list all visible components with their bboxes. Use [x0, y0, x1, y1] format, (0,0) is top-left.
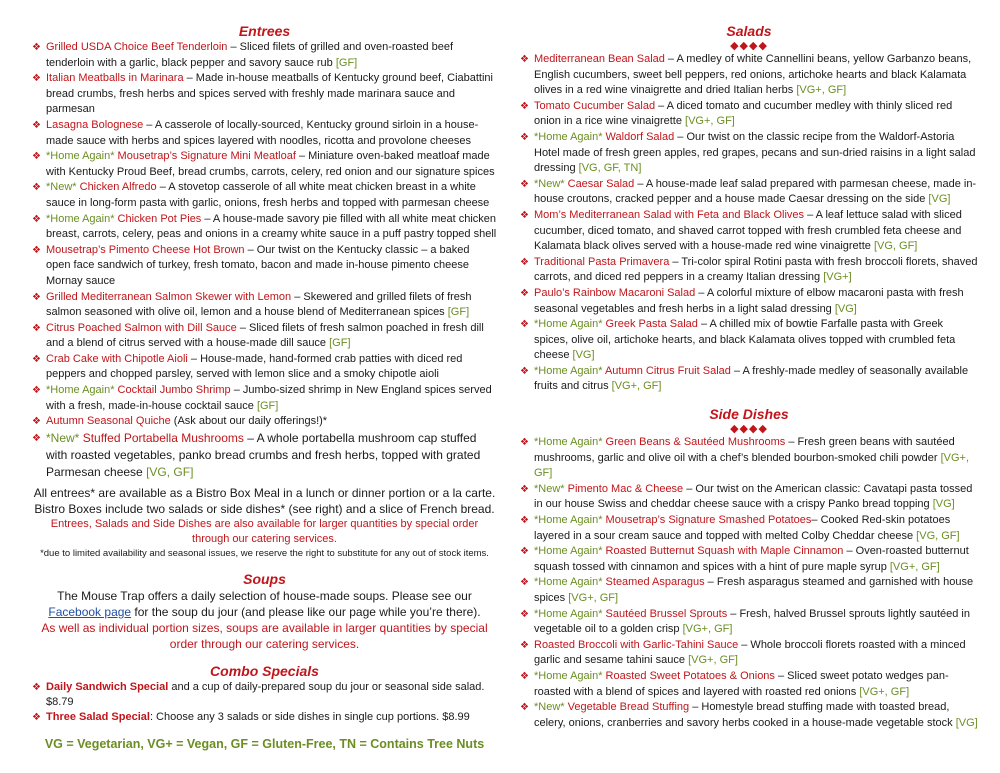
bullet-diamond-icon: ❖	[32, 291, 41, 303]
item-name: Mousetrap’s Signature Smashed Potatoes	[605, 514, 812, 527]
item-status-tag: *Home Again*	[534, 318, 606, 331]
item-status-tag: *Home Again*	[46, 150, 118, 163]
item-description: – Sliced sweet potato wedges pan-roasted with a blend of spices and layered with roasted red onions	[534, 669, 949, 698]
item-diet-tags: [VG, GF]	[146, 464, 194, 479]
item-status-tag: *New*	[46, 430, 83, 445]
bullet-diamond-icon: ❖	[520, 437, 529, 449]
item-diet-tags: [VG, GF, TN]	[578, 162, 642, 175]
salads-diamond-divider: ◆◆◆◆	[730, 40, 768, 52]
item-diet-tags: [VG]	[932, 498, 955, 511]
combo-item	[32, 680, 497, 710]
bullet-diamond-icon: ❖	[32, 416, 41, 428]
item-name: Autumn Seasonal Quiche	[46, 415, 171, 428]
item-name: Lasagna Bolognese	[46, 118, 144, 131]
menu-item	[32, 383, 497, 414]
menu-item	[32, 118, 497, 149]
item-status-tag: *Home Again*	[534, 545, 606, 558]
menu-item	[520, 99, 978, 130]
combo-description: : Choose any 3 salads or side dishes in single cup portions. $8.99	[149, 710, 470, 723]
menu-item	[32, 243, 497, 290]
combo-name: Daily Sandwich Special	[46, 680, 169, 693]
combo-name: Three Salad Special	[46, 710, 150, 723]
item-description: – Homestyle bread stuffing made with toasted bread, celery, onions, cranberries and savory herbs cooked in a house-made vegetable stock	[534, 701, 956, 729]
item-diet-tags: [GF]	[447, 306, 470, 319]
bullet-diamond-icon: ❖	[32, 385, 41, 397]
item-diet-tags: [GF]	[329, 337, 351, 350]
item-description: – A house-made savory pie filled with all white meat chicken breast, carrots, celery, peas and onions in a creamy white sauce in a puff pastry topped shell	[46, 212, 497, 241]
menu-item	[520, 607, 978, 638]
item-description: – A stovetop casserole of all white meat chicken breast in a white sauce in long-form pasta with garlic, onions, fresh herbs and topped with parmesan cheese	[46, 181, 490, 209]
menu-item	[520, 435, 978, 482]
soups-text-after: for the soup du jour (and please like our page while you’re there).	[131, 604, 481, 619]
item-description: – Fresh asparagus steamed and garnished with house spices	[534, 576, 974, 604]
item-description: – Made in-house meatballs of Kentucky ground beef, Ciabattini bread crumbs, fresh herbs and spices served with freshly made marinara sauce and parmesan	[46, 72, 493, 116]
item-name: Mousetrap’s Signature Mini Meatloaf	[117, 150, 296, 163]
item-diet-tags: [VG+]	[823, 271, 852, 284]
substitution-note: *due to limited availability and seasonal issues, we reserve the right to substitute for any out of stock items.	[40, 547, 489, 559]
menu-item	[520, 177, 978, 208]
item-name: Mousetrap’s Pimento Cheese Hot Brown	[46, 243, 245, 256]
item-diet-tags: [VG+, GF]	[688, 654, 738, 667]
item-description: – A freshly-made medley of seasonally available fruits and citrus	[534, 364, 969, 393]
menu-item	[32, 430, 497, 481]
item-description: – A chilled mix of bowtie Farfalle pasta with Greek spices, olive oil, artichoke hearts, and black Kalamata olives topped with crumbled feta cheese	[534, 318, 956, 362]
item-name: Traditional Pasta Primavera	[534, 255, 670, 268]
menu-item	[520, 544, 978, 575]
item-diet-tags: [VG]	[955, 716, 978, 729]
item-name: Waldorf Salad	[605, 130, 675, 143]
item-name: Steamed Asparagus	[605, 576, 705, 589]
item-name: Caesar Salad	[567, 177, 635, 190]
entrees-list	[32, 40, 497, 481]
item-diet-tags: [VG+, GF]	[682, 623, 733, 636]
item-diet-tags: [VG+, GF]	[534, 451, 970, 480]
item-name: Italian Meatballs in Marinara	[46, 72, 184, 85]
bullet-diamond-icon: ❖	[32, 353, 41, 365]
sides-diamond-divider: ◆◆◆◆	[730, 423, 768, 436]
item-status-tag: *Home Again*	[46, 384, 118, 397]
soups-description	[32, 588, 497, 620]
menu-item	[520, 700, 978, 731]
item-description: – Sliced filets of grilled and oven-roasted beef tenderloin with a garlic, black pepper and savory sauce rub	[46, 41, 454, 69]
item-name: Pimento Mac & Cheese	[567, 482, 684, 495]
menu-item	[32, 212, 497, 243]
soups-catering-note: As well as individual portion sizes, soups are available in larger quantities by special order through our catering services.	[41, 620, 488, 651]
bullet-diamond-icon: ❖	[520, 256, 529, 268]
item-description: – A medley of white Cannellini beans, yellow Garbanzo beans, English cucumbers, sweet bell peppers, red onions, artichoke hearts and black Kalamata olives in a red wine vinaigrette and dried Italian herbs	[534, 53, 972, 97]
item-name: Roasted Broccoli with Garlic-Tahini Sauce	[534, 638, 739, 651]
item-name: Stuffed Portabella Mushrooms	[82, 430, 244, 445]
item-status-tag: *New*	[534, 177, 568, 190]
menu-item	[32, 352, 497, 383]
item-description: – A leaf lettuce salad with sliced cucumber, diced tomato, and shaved carrot topped with fresh crumbled feta cheese and Kalamata black olives served with a house-made red wine vinaigrette	[534, 208, 962, 253]
item-description: – Oven-roasted butternut squash tossed with cinnamon and spices with a hint of pure maple syrup	[534, 545, 969, 573]
bullet-diamond-icon: ❖	[520, 608, 529, 620]
bullet-diamond-icon: ❖	[32, 213, 41, 225]
bullet-diamond-icon: ❖	[520, 670, 529, 682]
salads-title: Salads	[726, 23, 772, 39]
item-description: – A diced tomato and cucumber medley with thinly sliced red onion in a rice wine vinaigrette	[534, 99, 953, 128]
bullet-diamond-icon: ❖	[520, 54, 529, 65]
item-name: Chicken Pot Pies	[117, 212, 202, 225]
item-description: – Cooked Red-skin potatoes layered in a sour cream sauce and topped with melted Colby Cheddar cheese	[534, 514, 951, 542]
menu-item	[32, 71, 497, 118]
bullet-diamond-icon: ❖	[520, 365, 529, 377]
menu-item	[32, 321, 497, 352]
item-description: – Fresh green beans with sautéed mushrooms, garlic and olive oil with a chef’s blended bourbon-smoked chili powder	[534, 436, 955, 464]
bullet-diamond-icon: ❖	[32, 151, 41, 163]
combo-specials-title: Combo Specials	[210, 662, 319, 679]
menu-item	[32, 414, 497, 430]
item-status-tag: *Home Again*	[534, 436, 606, 449]
item-description: – Skewered and grilled filets of fresh salmon seasoned with olive oil, lemon and a house blend of Mediterranean spices	[46, 290, 472, 319]
item-name: Greek Pasta Salad	[605, 318, 698, 331]
menu-item	[32, 40, 497, 71]
item-name: Grilled Mediterranean Salmon Skewer with Lemon	[46, 290, 292, 303]
item-diet-tags: [VG]	[834, 302, 857, 315]
item-description: – A casserole of locally-sourced, Kentucky ground sirloin in a house-made sauce with herbs and spices layered with noodles, ricotta and provolone cheeses	[46, 118, 479, 147]
bullet-diamond-icon: ❖	[32, 244, 41, 256]
item-name: Mom’s Mediterranean Salad with Feta and Black Olives	[534, 208, 805, 221]
item-description: – Our twist on the Kentucky classic – a baked open face sandwich of turkey, fresh tomato, bacon and made in-house pimento cheese Mornay sauce	[46, 243, 470, 287]
side-dishes-title: Side Dishes	[709, 406, 789, 423]
item-status-tag: *New*	[534, 482, 568, 495]
menu-item	[520, 130, 978, 177]
bullet-diamond-icon: ❖	[32, 73, 41, 85]
bullet-diamond-icon: ❖	[32, 432, 41, 444]
item-diet-tags: [VG, GF]	[916, 529, 960, 542]
item-diet-tags: [VG+, GF]	[859, 685, 910, 698]
item-diet-tags: [VG]	[572, 349, 595, 362]
sides-list	[520, 435, 978, 731]
item-status-tag: *Home Again*	[534, 607, 606, 620]
item-diet-tags: [VG]	[928, 193, 951, 206]
item-description: (Ask about our daily offerings!)*	[170, 415, 328, 428]
item-name: Autumn Citrus Fruit Salad	[604, 364, 731, 377]
item-description: – Miniature oven-baked meatloaf made with Kentucky Proud Beef, bread crumbs, carrots, celery, red onion and our signature spices	[46, 150, 495, 178]
item-name: Citrus Poached Salmon with Dill Sauce	[46, 321, 237, 334]
item-name: Paulo’s Rainbow Macaroni Salad	[534, 286, 696, 299]
dietary-legend: VG = Vegetarian, VG+ = Vegan, GF = Gluten-Free, TN = Contains Tree Nuts	[44, 736, 485, 751]
combo-item	[32, 710, 497, 725]
catering-note: Entrees, Salads and Side Dishes are also available for larger quantities by special order through our catering services.	[50, 517, 479, 545]
item-diet-tags: [VG+, GF]	[796, 84, 847, 97]
item-name: Vegetable Bread Stuffing	[567, 701, 690, 714]
combo-description: and a cup of daily-prepared soup du jour or seasonal side salad. $8.79	[46, 680, 485, 708]
bullet-diamond-icon: ❖	[32, 322, 41, 334]
menu-item	[520, 52, 978, 99]
bistro-box-note: All entrees* are available as a Bistro Box Meal in a lunch or dinner portion or a la carte. Bistro Boxes include two salads or side dishes* (see right) and a slice of French bread.	[33, 485, 496, 516]
right-column	[520, 22, 978, 731]
bullet-diamond-icon: ❖	[32, 681, 41, 693]
menu-item	[32, 180, 497, 211]
menu-item	[520, 286, 978, 317]
bullet-diamond-icon: ❖	[520, 287, 529, 299]
menu-item	[520, 255, 978, 286]
item-status-tag: *New*	[46, 181, 80, 194]
bullet-diamond-icon: ❖	[520, 515, 529, 527]
item-name: Roasted Butternut Squash with Maple Cinnamon	[605, 545, 844, 558]
item-description: – House-made, hand-formed crab patties with diced red peppers and chopped parsley, served with lemon slice and a smoky chipotle aioli	[46, 352, 463, 381]
item-name: Green Beans & Sautéed Mushrooms	[605, 436, 786, 449]
menu-item	[32, 149, 497, 180]
bullet-diamond-icon: ❖	[520, 178, 529, 190]
menu-item	[520, 364, 978, 395]
menu-item	[520, 317, 978, 364]
bullet-diamond-icon: ❖	[520, 100, 529, 112]
bullet-diamond-icon: ❖	[32, 711, 41, 723]
item-name: Cocktail Jumbo Shrimp	[117, 384, 231, 397]
bullet-diamond-icon: ❖	[32, 42, 41, 53]
item-name: Roasted Sweet Potatoes & Onions	[605, 669, 775, 682]
item-status-tag: *Home Again*	[534, 514, 606, 527]
item-description: – Jumbo-sized shrimp in New England spices served with a fresh, made-in-house cocktail sauce	[46, 384, 492, 412]
item-status-tag: *Home Again*	[534, 576, 606, 589]
item-description: – A whole portabella mushroom cap stuffed with roasted vegetables, panko bread crumbs and fresh herbs, topped with grated Parmesan cheese	[46, 430, 481, 479]
bullet-diamond-icon: ❖	[520, 639, 529, 651]
item-status-tag: *Home Again*	[534, 364, 605, 377]
item-status-tag: *New*	[534, 701, 568, 714]
menu-item	[520, 669, 978, 700]
item-diet-tags: [VG+, GF]	[611, 380, 662, 393]
facebook-link[interactable]: Facebook page	[48, 604, 132, 619]
item-name: Grilled USDA Choice Beef Tenderloin	[46, 41, 228, 53]
bullet-diamond-icon: ❖	[520, 577, 529, 589]
salads-list	[520, 52, 978, 395]
bullet-diamond-icon: ❖	[520, 702, 529, 714]
menu-item	[32, 290, 497, 321]
item-diet-tags: [VG+, GF]	[889, 560, 940, 573]
entrees-title: Entrees	[238, 23, 291, 39]
menu-item	[520, 575, 978, 606]
bullet-diamond-icon: ❖	[520, 483, 529, 495]
item-description: – Sliced filets of fresh salmon poached in fresh dill and a blend of citrus served with a house-made dill sauce	[46, 321, 484, 350]
item-diet-tags: [GF]	[335, 56, 358, 69]
bullet-diamond-icon: ❖	[520, 131, 529, 143]
soups-title: Soups	[243, 570, 286, 587]
menu-item	[520, 513, 978, 544]
item-status-tag: *Home Again*	[534, 130, 606, 143]
item-status-tag: *Home Again*	[534, 669, 606, 682]
item-diet-tags: [GF]	[256, 399, 279, 412]
item-description: – A colorful mixture of elbow macaroni pasta with fresh seasonal vegetables and fresh herbs in a light salad dressing	[534, 286, 964, 315]
item-description: – Whole broccoli florets roasted with a minced garlic and sesame tahini sauce	[534, 638, 966, 667]
item-description: – A house-made leaf salad prepared with parmesan cheese, made in-house croutons, cracked pepper and a house made Caesar dressing on the side	[534, 177, 977, 206]
soups-text-before: The Mouse Trap offers a daily selection of house-made soups. Please see our	[57, 588, 472, 603]
left-column	[32, 22, 497, 751]
bullet-diamond-icon: ❖	[520, 209, 529, 221]
bullet-diamond-icon: ❖	[32, 182, 41, 194]
item-status-tag: *Home Again*	[46, 212, 118, 225]
item-name: Crab Cake with Chipotle Aioli	[46, 352, 188, 365]
item-name: Chicken Alfredo	[79, 181, 157, 194]
item-diet-tags: [VG, GF]	[873, 240, 918, 253]
item-diet-tags: [VG+, GF]	[568, 592, 619, 604]
menu-item	[520, 208, 978, 255]
item-description: – Tri-color spiral Rotini pasta with fresh broccoli florets, shaved carrots, and diced red peppers in a creamy Italian dressing	[534, 255, 978, 284]
bullet-diamond-icon: ❖	[520, 319, 529, 331]
bullet-diamond-icon: ❖	[32, 119, 41, 131]
menu-item	[520, 482, 978, 513]
item-description: – Our twist on the American classic: Cavatapi pasta tossed in our house Swiss and cheddar cheese sauce with a crispy Panko bread topping	[534, 482, 973, 511]
item-name: Tomato Cucumber Salad	[534, 99, 656, 112]
item-diet-tags: [VG+, GF]	[685, 115, 735, 128]
item-description: – Fresh, halved Brussel sprouts lightly sautéed in vegetable oil to a golden crisp	[534, 607, 970, 636]
combo-list	[32, 680, 497, 725]
item-description: – Our twist on the classic recipe from the Waldorf-Astoria Hotel made of fresh green apples, red grapes, pecans and sun-dried raisins in a light salad dressing	[534, 130, 976, 175]
item-name: Sautéed Brussel Sprouts	[605, 607, 728, 620]
menu-item	[520, 638, 978, 669]
item-name: Mediterranean Bean Salad	[534, 53, 665, 65]
bullet-diamond-icon: ❖	[520, 546, 529, 558]
